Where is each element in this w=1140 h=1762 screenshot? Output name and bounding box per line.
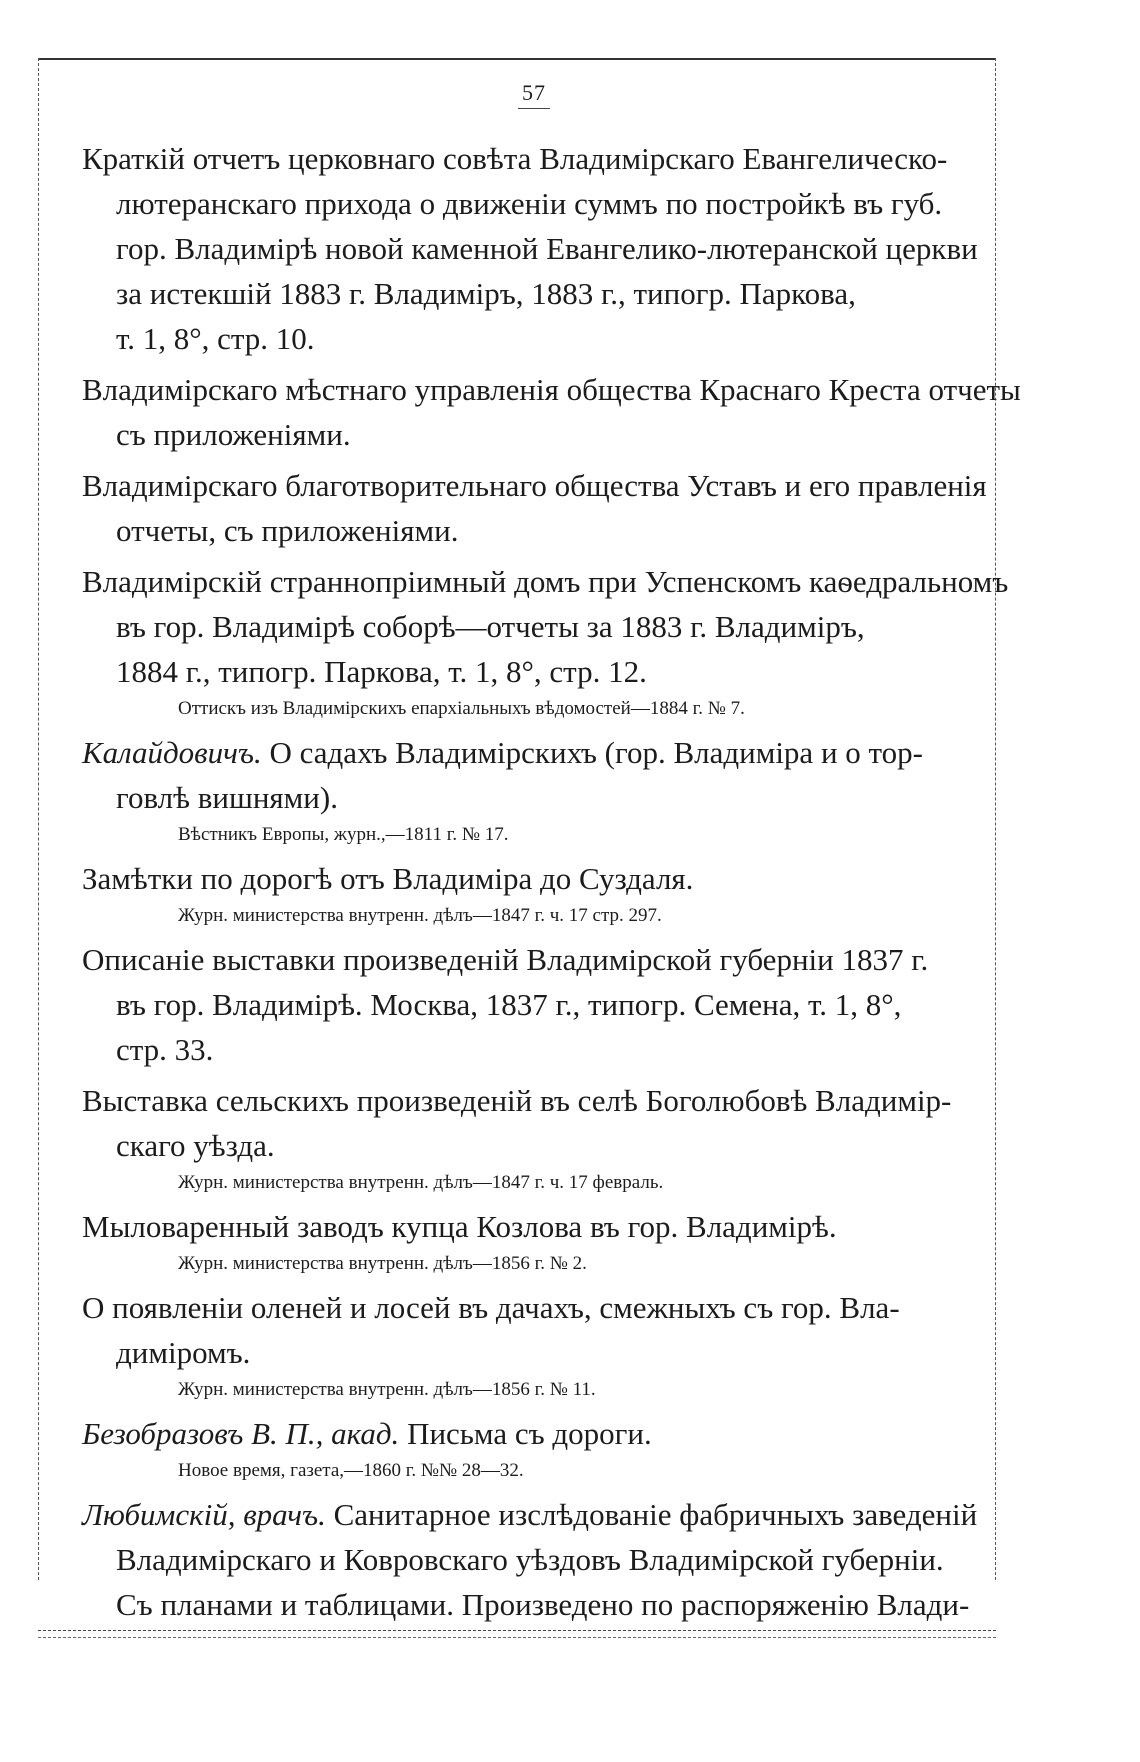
bibliography-entry xyxy=(82,1492,978,1627)
entry-line: говлѣ вишнями). xyxy=(116,780,338,815)
entry-author: Калайдовичъ. xyxy=(82,735,262,770)
bibliography-entry xyxy=(82,1411,958,1486)
entry-source: Оттискъ изъ Владимірскихъ епархіальныхъ вѣдомостей—1884 г. № 7. xyxy=(178,698,745,719)
page-frame-bottom-second xyxy=(38,1637,996,1638)
bibliography-entry xyxy=(82,1078,958,1198)
entry-title: Письма съ дороги. xyxy=(407,1416,652,1451)
bibliography-entry xyxy=(82,1204,958,1279)
entry-line: лютеранскаго прихода о движеніи суммъ по постройкѣ въ губ. xyxy=(116,186,943,221)
page-frame-left xyxy=(38,58,39,1580)
entry-source: Журн. министерства внутренн. дѣлъ—1856 г. № 2. xyxy=(178,1253,587,1274)
entry-line: гор. Владимірѣ новой каменной Евангелико-лютеранской церкви xyxy=(116,231,978,266)
entry-line: Описаніе выставки произведеній Владимірской губерніи 1837 г. xyxy=(82,942,929,977)
entry-line: стр. 33. xyxy=(116,1032,214,1067)
entry-line: въ гор. Владимірѣ соборѣ—отчеты за 1883 г. Владиміръ, xyxy=(116,609,865,644)
entry-line: Краткій отчетъ церковнаго совѣта Владимірскаго Евангелическо- xyxy=(82,141,948,176)
entry-line: Выставка сельскихъ произведеній въ селѣ Боголюбовѣ Владимір- xyxy=(82,1083,952,1118)
entry-line: Владимірскаго мѣстнаго управленія общества Краснаго Креста отчеты xyxy=(82,372,1021,407)
entry-author: Безобразовъ В. П., акад. xyxy=(82,1416,400,1451)
bibliography-entry xyxy=(82,367,1021,457)
bibliography-entry xyxy=(82,559,1009,724)
bibliography-entry xyxy=(82,856,958,931)
entry-line: за истекшій 1883 г. Владиміръ, 1883 г., типогр. Паркова, xyxy=(116,276,856,311)
entry-line: Владимірскаго и Ковровскаго уѣздовъ Владимірской губерніи. xyxy=(116,1542,944,1577)
bibliography-list xyxy=(82,136,1021,1627)
page-number xyxy=(0,80,1068,106)
bibliography-entry xyxy=(82,730,958,850)
bibliography-entry xyxy=(82,1285,958,1405)
entry-line: Владимірскаго благотворительнаго общества Уставъ и его правленія xyxy=(82,468,987,503)
entry-line: О появленіи оленей и лосей въ дачахъ, смежныхъ съ гор. Вла- xyxy=(82,1290,900,1325)
page-frame-right xyxy=(995,58,996,1580)
entry-line: Владимірскій страннопріимный домъ при Успенскомъ каѳедральномъ xyxy=(82,564,1009,599)
bibliography-entry xyxy=(82,463,987,553)
entry-line xyxy=(82,730,958,775)
entry-source: Новое время, газета,—1860 г. №№ 28—32. xyxy=(178,1460,524,1481)
entry-title: О садахъ Владимірскихъ (гор. Владиміра и о тор- xyxy=(269,735,923,770)
entry-line: Мыловаренный заводъ купца Козлова въ гор. Владимірѣ. xyxy=(82,1209,837,1244)
page-number-text: 57 xyxy=(518,80,550,109)
entry-line: Замѣтки по дорогѣ отъ Владиміра до Суздаля. xyxy=(82,861,694,896)
page-frame-top xyxy=(38,58,996,60)
bibliography-entry xyxy=(82,937,958,1072)
entry-line: скаго уѣзда. xyxy=(116,1128,275,1163)
entry-line: диміромъ. xyxy=(116,1335,251,1370)
entry-title: Санитарное изслѣдованіе фабричныхъ заведеній xyxy=(333,1497,978,1532)
entry-line: съ приложеніями. xyxy=(116,417,351,452)
entry-author: Любимскій, врачъ. xyxy=(82,1497,326,1532)
entry-line: т. 1, 8°, стр. 10. xyxy=(116,321,315,356)
entry-source: Журн. министерства внутренн. дѣлъ—1856 г. № 11. xyxy=(178,1379,596,1400)
entry-line: въ гор. Владимірѣ. Москва, 1837 г., типогр. Семена, т. 1, 8°, xyxy=(116,987,902,1022)
bibliography-entry xyxy=(82,136,978,361)
entry-line xyxy=(82,1411,958,1456)
entry-line: Съ планами и таблицами. Произведено по распоряженію Влади- xyxy=(116,1587,970,1622)
entry-source: Журн. министерства внутренн. дѣлъ—1847 г. ч. 17 февраль. xyxy=(178,1172,664,1193)
entry-line xyxy=(82,1492,978,1537)
entry-line: отчеты, съ приложеніями. xyxy=(116,513,459,548)
entry-source: Вѣстникъ Европы, журн.,—1811 г. № 17. xyxy=(178,824,509,845)
page-frame-bottom xyxy=(38,1630,996,1631)
entry-line: 1884 г., типогр. Паркова, т. 1, 8°, стр. 12. xyxy=(116,654,647,689)
entry-source: Журн. министерства внутренн. дѣлъ—1847 г. ч. 17 стр. 297. xyxy=(178,905,662,926)
